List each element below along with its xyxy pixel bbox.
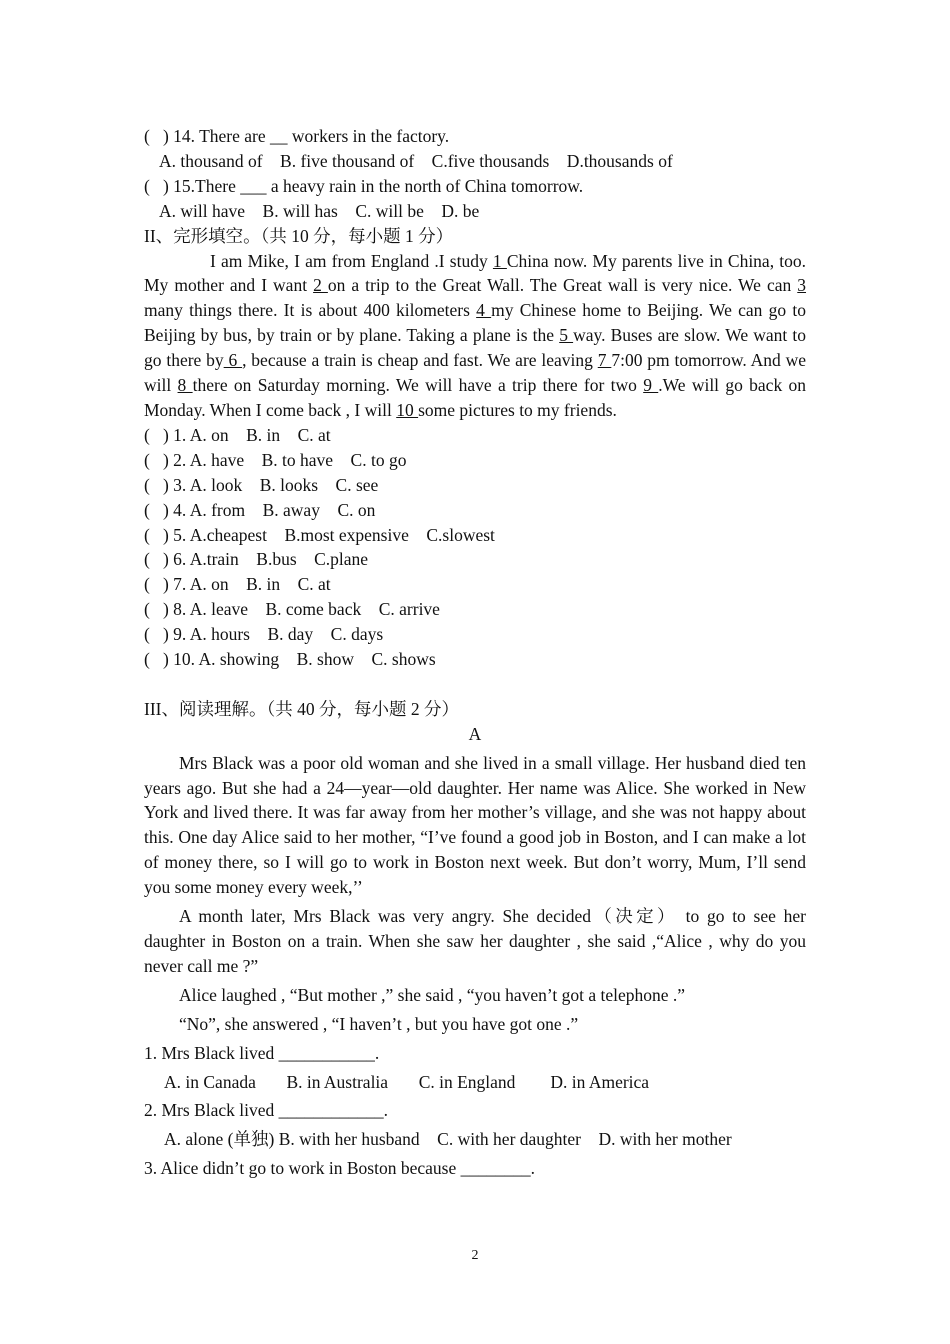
cloze-question: ( ) 5. A.cheapest B.most expensive C.slowest <box>144 524 495 545</box>
part-label: A <box>468 723 482 744</box>
cloze-question: ( ) 8. A. leave B. come back C. arrive <box>144 599 440 620</box>
cloze-question: ( ) 10. A. showing B. show C. shows <box>144 649 436 670</box>
reading-paragraph-3: Alice laughed , “But mother ,” she said , “you haven’t got a telephone .” <box>179 984 686 1005</box>
spacer <box>144 672 806 697</box>
reading-question-1-options: A. in Canada B. in Australia C. in England D. in America <box>164 1071 650 1092</box>
blank-4: 4 <box>476 300 492 321</box>
passage-text: China now. My parents live in China, too. My mother and I want <box>144 250 807 296</box>
reading-question-2-options: A. alone (单独) B. with her husband C. with her daughter D. with her mother <box>164 1129 732 1150</box>
blank-6: 6 <box>223 350 243 371</box>
blank-2: 2 <box>313 275 328 296</box>
passage-text: on a trip to the Great Wall. The Great wall is very nice. We can <box>327 275 798 296</box>
section-3-heading: III、阅读理解。（共 40 分，每小题 2 分） <box>144 698 459 719</box>
passage-text: 7:00 pm tomorrow. And we will <box>144 350 807 396</box>
blank-10: 10 <box>396 399 419 420</box>
reading-question-3: 3. Alice didn’t go to work in Boston because ________. <box>144 1158 535 1179</box>
cloze-question: ( ) 4. A. from B. away C. on <box>144 499 376 520</box>
cloze-passage <box>144 249 806 423</box>
passage-text: my Chinese home to Beijing. We can go to Beijing by bus, by train or by plane. Taking a plane is the <box>144 300 806 346</box>
reading-paragraph-1: Mrs Black was a poor old woman and she lived in a small village. Her husband died ten years ago. But she had a 24—year—old daughter. Her name was Alice. She worked in New York and lived there. It was far away from her mother’s village, and she was not happy about this. One day Alice said to her mother, “I’ve found a good job in Boston, and I can make a lot of money there, so I will go to work in Boston next week. But don’t worry, Mum, I’ll send you some money every week,’’ <box>144 752 806 898</box>
exam-page <box>144 124 806 1181</box>
question-15: ( ) 15.There ___ a heavy rain in the north of China tomorrow. <box>144 175 584 196</box>
passage-text: many things there. It is about 400 kilometers <box>144 300 477 321</box>
cloze-question: ( ) 2. A. have B. to have C. to go <box>144 449 407 470</box>
cloze-question: ( ) 1. A. on B. in C. at <box>144 424 331 445</box>
blank-9: 9 <box>643 375 659 396</box>
passage-text: .We will go back on Monday. When I come back , I will <box>144 375 806 420</box>
blank-7: 7 <box>597 350 612 371</box>
question-14: ( ) 14. There are __ workers in the factory. <box>144 126 450 146</box>
passage-text: some pictures to my friends. <box>418 399 617 420</box>
cloze-question: ( ) 7. A. on B. in C. at <box>144 574 331 595</box>
page-number: 2 <box>471 1248 479 1263</box>
reading-question-2: 2. Mrs Black lived ____________. <box>144 1100 389 1121</box>
question-15-options: A. will have B. will has C. will be D. be <box>159 200 480 221</box>
cloze-question: ( ) 9. A. hours B. day C. days <box>144 624 384 645</box>
reading-question-1: 1. Mrs Black lived ___________. <box>144 1042 380 1063</box>
question-14-options: A. thousand of B. five thousand of C.five thousands D.thousands of <box>159 150 673 171</box>
passage-text: there on Saturday morning. We will have a trip there for two <box>192 375 644 396</box>
blank-8: 8 <box>177 375 193 396</box>
passage-text: way. Buses are slow. We want to go there by <box>144 325 806 371</box>
blank-5: 5 <box>559 325 574 346</box>
cloze-question: ( ) 6. A.train B.bus C.plane <box>144 549 369 570</box>
reading-paragraph-4: “No”, she answered , “I haven’t , but you have got one .” <box>179 1013 579 1034</box>
reading-paragraph-2: A month later, Mrs Black was very angry. She decided（决定） to go to see her daughter in Boston on a train. When she saw her daughter , she said ,“Alice , why do you never call me ?” <box>144 906 806 976</box>
section-2-heading: II、完形填空。（共 10 分，每小题 1 分） <box>144 225 454 246</box>
passage-text: I am Mike, I am from England .I study <box>210 250 493 271</box>
blank-1: 1 <box>492 250 507 271</box>
cloze-question: ( ) 3. A. look B. looks C. see <box>144 474 379 495</box>
passage-text: , because a train is cheap and fast. We are leaving <box>242 350 598 371</box>
blank-3: 3 <box>797 275 807 296</box>
